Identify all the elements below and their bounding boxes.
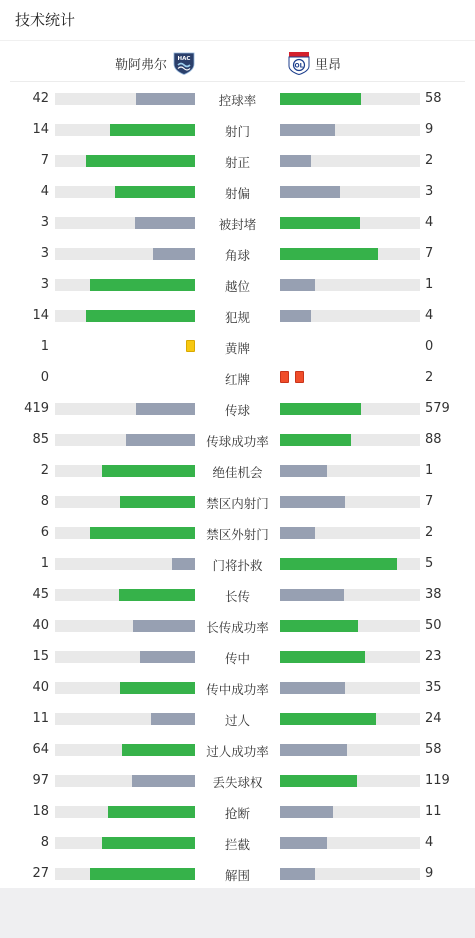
stat-label: 被封堵 bbox=[218, 217, 257, 232]
home-stat-bar-track bbox=[55, 744, 195, 756]
away-stat-value: 50 bbox=[425, 618, 442, 633]
away-stat-bar-track bbox=[280, 217, 420, 229]
stat-row bbox=[0, 176, 475, 207]
stat-row bbox=[0, 269, 475, 300]
away-stat-bar bbox=[280, 155, 311, 167]
home-stat-bar bbox=[102, 837, 195, 849]
away-stat-bar-track bbox=[280, 589, 420, 601]
away-stat-bar bbox=[280, 775, 357, 787]
away-stat-bar bbox=[280, 279, 315, 291]
away-stat-bar-track bbox=[280, 248, 420, 260]
stat-row bbox=[0, 579, 475, 610]
away-stat-bar-track bbox=[280, 868, 420, 880]
away-stat-value: 2 bbox=[425, 525, 434, 540]
home-stat-value: 3 bbox=[40, 215, 49, 230]
away-stat-bar bbox=[280, 589, 344, 601]
svg-text:OL: OL bbox=[294, 62, 304, 70]
away-stat-bar bbox=[280, 713, 376, 725]
home-stat-bar-track bbox=[55, 496, 195, 508]
home-stat-bar bbox=[122, 744, 195, 756]
stat-label: 解围 bbox=[224, 868, 250, 883]
home-stat-bar bbox=[135, 217, 195, 229]
stat-label: 射门 bbox=[224, 124, 250, 139]
home-stat-value: 419 bbox=[24, 401, 49, 416]
home-stat-value: 11 bbox=[32, 711, 49, 726]
away-stat-bar-track bbox=[280, 93, 420, 105]
home-stat-bar bbox=[110, 124, 195, 136]
away-stat-bar-track bbox=[280, 310, 420, 322]
away-stat-value: 9 bbox=[425, 122, 434, 137]
away-red-card-icon bbox=[295, 371, 304, 383]
away-stat-bar-track bbox=[280, 837, 420, 849]
stat-label: 长传 bbox=[224, 589, 250, 604]
stat-row bbox=[0, 672, 475, 703]
home-stat-value: 15 bbox=[32, 649, 49, 664]
away-stat-bar bbox=[280, 217, 360, 229]
home-stat-bar-track bbox=[55, 403, 195, 415]
home-stat-bar-track bbox=[55, 775, 195, 787]
stat-row bbox=[0, 145, 475, 176]
away-stat-bar bbox=[280, 868, 315, 880]
away-stat-value: 5 bbox=[425, 556, 434, 571]
stat-row bbox=[0, 858, 475, 889]
away-stat-bar bbox=[280, 248, 378, 260]
away-stat-bar bbox=[280, 837, 327, 849]
home-stat-bar bbox=[133, 620, 195, 632]
away-stat-bar bbox=[280, 558, 397, 570]
away-stat-bar bbox=[280, 620, 358, 632]
stat-row bbox=[0, 207, 475, 238]
away-stat-value: 1 bbox=[425, 463, 434, 478]
home-stat-bar-track bbox=[55, 620, 195, 632]
away-stat-bar-track bbox=[280, 434, 420, 446]
away-stat-value: 7 bbox=[425, 246, 434, 261]
stat-row bbox=[0, 393, 475, 424]
home-stat-bar-track bbox=[55, 186, 195, 198]
stat-label: 越位 bbox=[224, 279, 250, 294]
away-team-name: 里昂 bbox=[315, 57, 342, 73]
stat-row bbox=[0, 610, 475, 641]
stat-label: 角球 bbox=[224, 248, 250, 263]
le-havre-logo-icon bbox=[173, 51, 195, 75]
home-stat-bar bbox=[172, 558, 195, 570]
home-stat-bar bbox=[90, 868, 195, 880]
home-stat-value: 8 bbox=[40, 494, 49, 509]
stat-row bbox=[0, 300, 475, 331]
stat-row bbox=[0, 796, 475, 827]
home-stat-bar bbox=[153, 248, 195, 260]
home-stat-bar bbox=[136, 93, 195, 105]
home-stat-bar-track bbox=[55, 589, 195, 601]
away-stat-value: 3 bbox=[425, 184, 434, 199]
home-stat-bar bbox=[115, 186, 195, 198]
stat-label: 传球成功率 bbox=[206, 434, 269, 449]
stat-row bbox=[0, 548, 475, 579]
away-stat-bar-track bbox=[280, 744, 420, 756]
stat-label: 禁区外射门 bbox=[206, 527, 269, 542]
home-stat-bar bbox=[86, 310, 195, 322]
away-stat-value: 7 bbox=[425, 494, 434, 509]
stat-label: 丢失球权 bbox=[212, 775, 263, 790]
home-stat-bar-track bbox=[55, 155, 195, 167]
home-stat-bar bbox=[126, 434, 195, 446]
away-stat-bar bbox=[280, 651, 365, 663]
away-stat-bar-track bbox=[280, 527, 420, 539]
home-stat-value: 40 bbox=[32, 680, 49, 695]
stat-label: 抢断 bbox=[224, 806, 250, 821]
svg-text:HAC: HAC bbox=[177, 56, 191, 62]
home-stat-bar-track bbox=[55, 124, 195, 136]
stats-list bbox=[0, 82, 475, 889]
away-stat-bar-track bbox=[280, 682, 420, 694]
home-stat-value: 1 bbox=[40, 339, 49, 354]
home-stat-bar bbox=[119, 589, 195, 601]
away-stat-value: 0 bbox=[425, 339, 434, 354]
home-team[interactable] bbox=[115, 51, 195, 75]
away-stat-bar bbox=[280, 744, 347, 756]
stat-label: 拦截 bbox=[224, 837, 250, 852]
away-stat-value: 9 bbox=[425, 866, 434, 881]
away-stat-bar-track bbox=[280, 620, 420, 632]
away-stat-bar-track bbox=[280, 496, 420, 508]
away-stat-bar-track bbox=[280, 279, 420, 291]
stat-label: 黄牌 bbox=[224, 341, 250, 356]
home-stat-value: 64 bbox=[32, 742, 49, 757]
home-stat-bar-track bbox=[55, 868, 195, 880]
section-title: 技术统计 bbox=[0, 0, 475, 41]
home-stat-bar bbox=[120, 496, 195, 508]
away-stat-bar bbox=[280, 496, 345, 508]
away-stat-bar-track bbox=[280, 186, 420, 198]
stat-row bbox=[0, 331, 475, 362]
home-stat-value: 2 bbox=[40, 463, 49, 478]
away-stat-bar-track bbox=[280, 806, 420, 818]
home-stat-bar-track bbox=[55, 217, 195, 229]
stat-row bbox=[0, 362, 475, 393]
stat-label: 禁区内射门 bbox=[206, 496, 269, 511]
home-stat-bar-track bbox=[55, 806, 195, 818]
away-stat-value: 4 bbox=[425, 835, 434, 850]
stat-row bbox=[0, 114, 475, 145]
away-stat-value: 58 bbox=[425, 91, 442, 106]
stat-label: 传球 bbox=[224, 403, 250, 418]
home-stat-value: 4 bbox=[40, 184, 49, 199]
home-stat-bar bbox=[90, 527, 195, 539]
home-stat-bar-track bbox=[55, 279, 195, 291]
stat-label: 射偏 bbox=[224, 186, 250, 201]
away-stat-bar bbox=[280, 186, 340, 198]
teams-header bbox=[10, 41, 465, 82]
home-stat-value: 6 bbox=[40, 525, 49, 540]
stat-row bbox=[0, 486, 475, 517]
home-stat-bar bbox=[140, 651, 195, 663]
away-stat-bar-track bbox=[280, 403, 420, 415]
away-stat-value: 2 bbox=[425, 370, 434, 385]
away-stat-bar-track bbox=[280, 651, 420, 663]
away-stat-bar bbox=[280, 682, 345, 694]
stat-row bbox=[0, 238, 475, 269]
stat-label: 门将扑救 bbox=[212, 558, 263, 573]
stat-row bbox=[0, 83, 475, 114]
away-stat-bar-track bbox=[280, 124, 420, 136]
home-stat-bar bbox=[108, 806, 195, 818]
away-stat-value: 24 bbox=[425, 711, 442, 726]
home-stat-bar-track bbox=[55, 93, 195, 105]
away-stat-value: 35 bbox=[425, 680, 442, 695]
home-stat-value: 3 bbox=[40, 246, 49, 261]
home-stat-value: 7 bbox=[40, 153, 49, 168]
away-stat-bar bbox=[280, 124, 335, 136]
home-stat-value: 97 bbox=[32, 773, 49, 788]
home-stat-bar bbox=[151, 713, 195, 725]
stat-label: 红牌 bbox=[224, 372, 250, 387]
away-stat-bar-track bbox=[280, 155, 420, 167]
away-stat-value: 23 bbox=[425, 649, 442, 664]
home-stat-value: 40 bbox=[32, 618, 49, 633]
away-stat-bar bbox=[280, 310, 311, 322]
home-stat-value: 3 bbox=[40, 277, 49, 292]
away-team[interactable] bbox=[288, 51, 341, 75]
away-stat-bar bbox=[280, 465, 327, 477]
away-stat-value: 1 bbox=[425, 277, 434, 292]
lyon-logo-icon bbox=[288, 51, 310, 75]
home-stat-value: 8 bbox=[40, 835, 49, 850]
away-stat-bar bbox=[280, 403, 361, 415]
home-stat-bar-track bbox=[55, 682, 195, 694]
away-stat-value: 4 bbox=[425, 308, 434, 323]
away-stat-bar-track bbox=[280, 558, 420, 570]
away-stat-value: 2 bbox=[425, 153, 434, 168]
stat-row bbox=[0, 703, 475, 734]
stat-label: 过人 bbox=[224, 713, 250, 728]
home-stat-bar-track bbox=[55, 713, 195, 725]
home-stat-bar-track bbox=[55, 651, 195, 663]
away-stat-value: 119 bbox=[425, 773, 450, 788]
stat-row bbox=[0, 517, 475, 548]
home-stat-value: 45 bbox=[32, 587, 49, 602]
home-stat-value: 42 bbox=[32, 91, 49, 106]
away-stat-value: 11 bbox=[425, 804, 442, 819]
home-stat-bar-track bbox=[55, 527, 195, 539]
home-stat-value: 18 bbox=[32, 804, 49, 819]
away-stat-value: 58 bbox=[425, 742, 442, 757]
home-stat-bar bbox=[120, 682, 195, 694]
away-stat-value: 579 bbox=[425, 401, 450, 416]
away-stat-bar-track bbox=[280, 713, 420, 725]
stat-label: 射正 bbox=[224, 155, 250, 170]
home-stat-value: 1 bbox=[40, 556, 49, 571]
away-stat-value: 88 bbox=[425, 432, 442, 447]
stat-label: 犯规 bbox=[224, 310, 250, 325]
home-stat-bar bbox=[90, 279, 195, 291]
home-stat-bar-track bbox=[55, 558, 195, 570]
home-stat-bar-track bbox=[55, 310, 195, 322]
home-stat-bar-track bbox=[55, 434, 195, 446]
home-stat-bar bbox=[132, 775, 195, 787]
stat-row bbox=[0, 734, 475, 765]
stat-label: 传中成功率 bbox=[206, 682, 269, 697]
home-stat-bar bbox=[102, 465, 195, 477]
home-stat-bar bbox=[86, 155, 195, 167]
stat-row bbox=[0, 765, 475, 796]
home-yellow-card-icon bbox=[186, 340, 195, 352]
home-stat-value: 85 bbox=[32, 432, 49, 447]
away-red-card-icon bbox=[280, 371, 289, 383]
home-stat-value: 14 bbox=[32, 122, 49, 137]
home-team-name: 勒阿弗尔 bbox=[114, 57, 167, 73]
away-stat-bar bbox=[280, 93, 361, 105]
stat-label: 控球率 bbox=[218, 93, 257, 108]
home-stat-bar-track bbox=[55, 465, 195, 477]
away-stat-bar bbox=[280, 434, 351, 446]
home-stat-value: 0 bbox=[40, 370, 49, 385]
stat-label: 传中 bbox=[224, 651, 250, 666]
away-stat-bar-track bbox=[280, 775, 420, 787]
away-stat-value: 38 bbox=[425, 587, 442, 602]
stat-row bbox=[0, 827, 475, 858]
away-stat-value: 4 bbox=[425, 215, 434, 230]
stat-label: 长传成功率 bbox=[206, 620, 269, 635]
home-stat-value: 27 bbox=[32, 866, 49, 881]
home-stat-bar bbox=[136, 403, 195, 415]
home-stat-value: 14 bbox=[32, 308, 49, 323]
away-stat-bar bbox=[280, 527, 315, 539]
stat-row bbox=[0, 641, 475, 672]
home-stat-bar-track bbox=[55, 837, 195, 849]
stat-label: 绝佳机会 bbox=[212, 465, 263, 480]
home-stat-bar-track bbox=[55, 248, 195, 260]
stat-label: 过人成功率 bbox=[206, 744, 269, 759]
away-stat-bar bbox=[280, 806, 333, 818]
stat-row bbox=[0, 455, 475, 486]
away-stat-bar-track bbox=[280, 465, 420, 477]
stat-row bbox=[0, 424, 475, 455]
